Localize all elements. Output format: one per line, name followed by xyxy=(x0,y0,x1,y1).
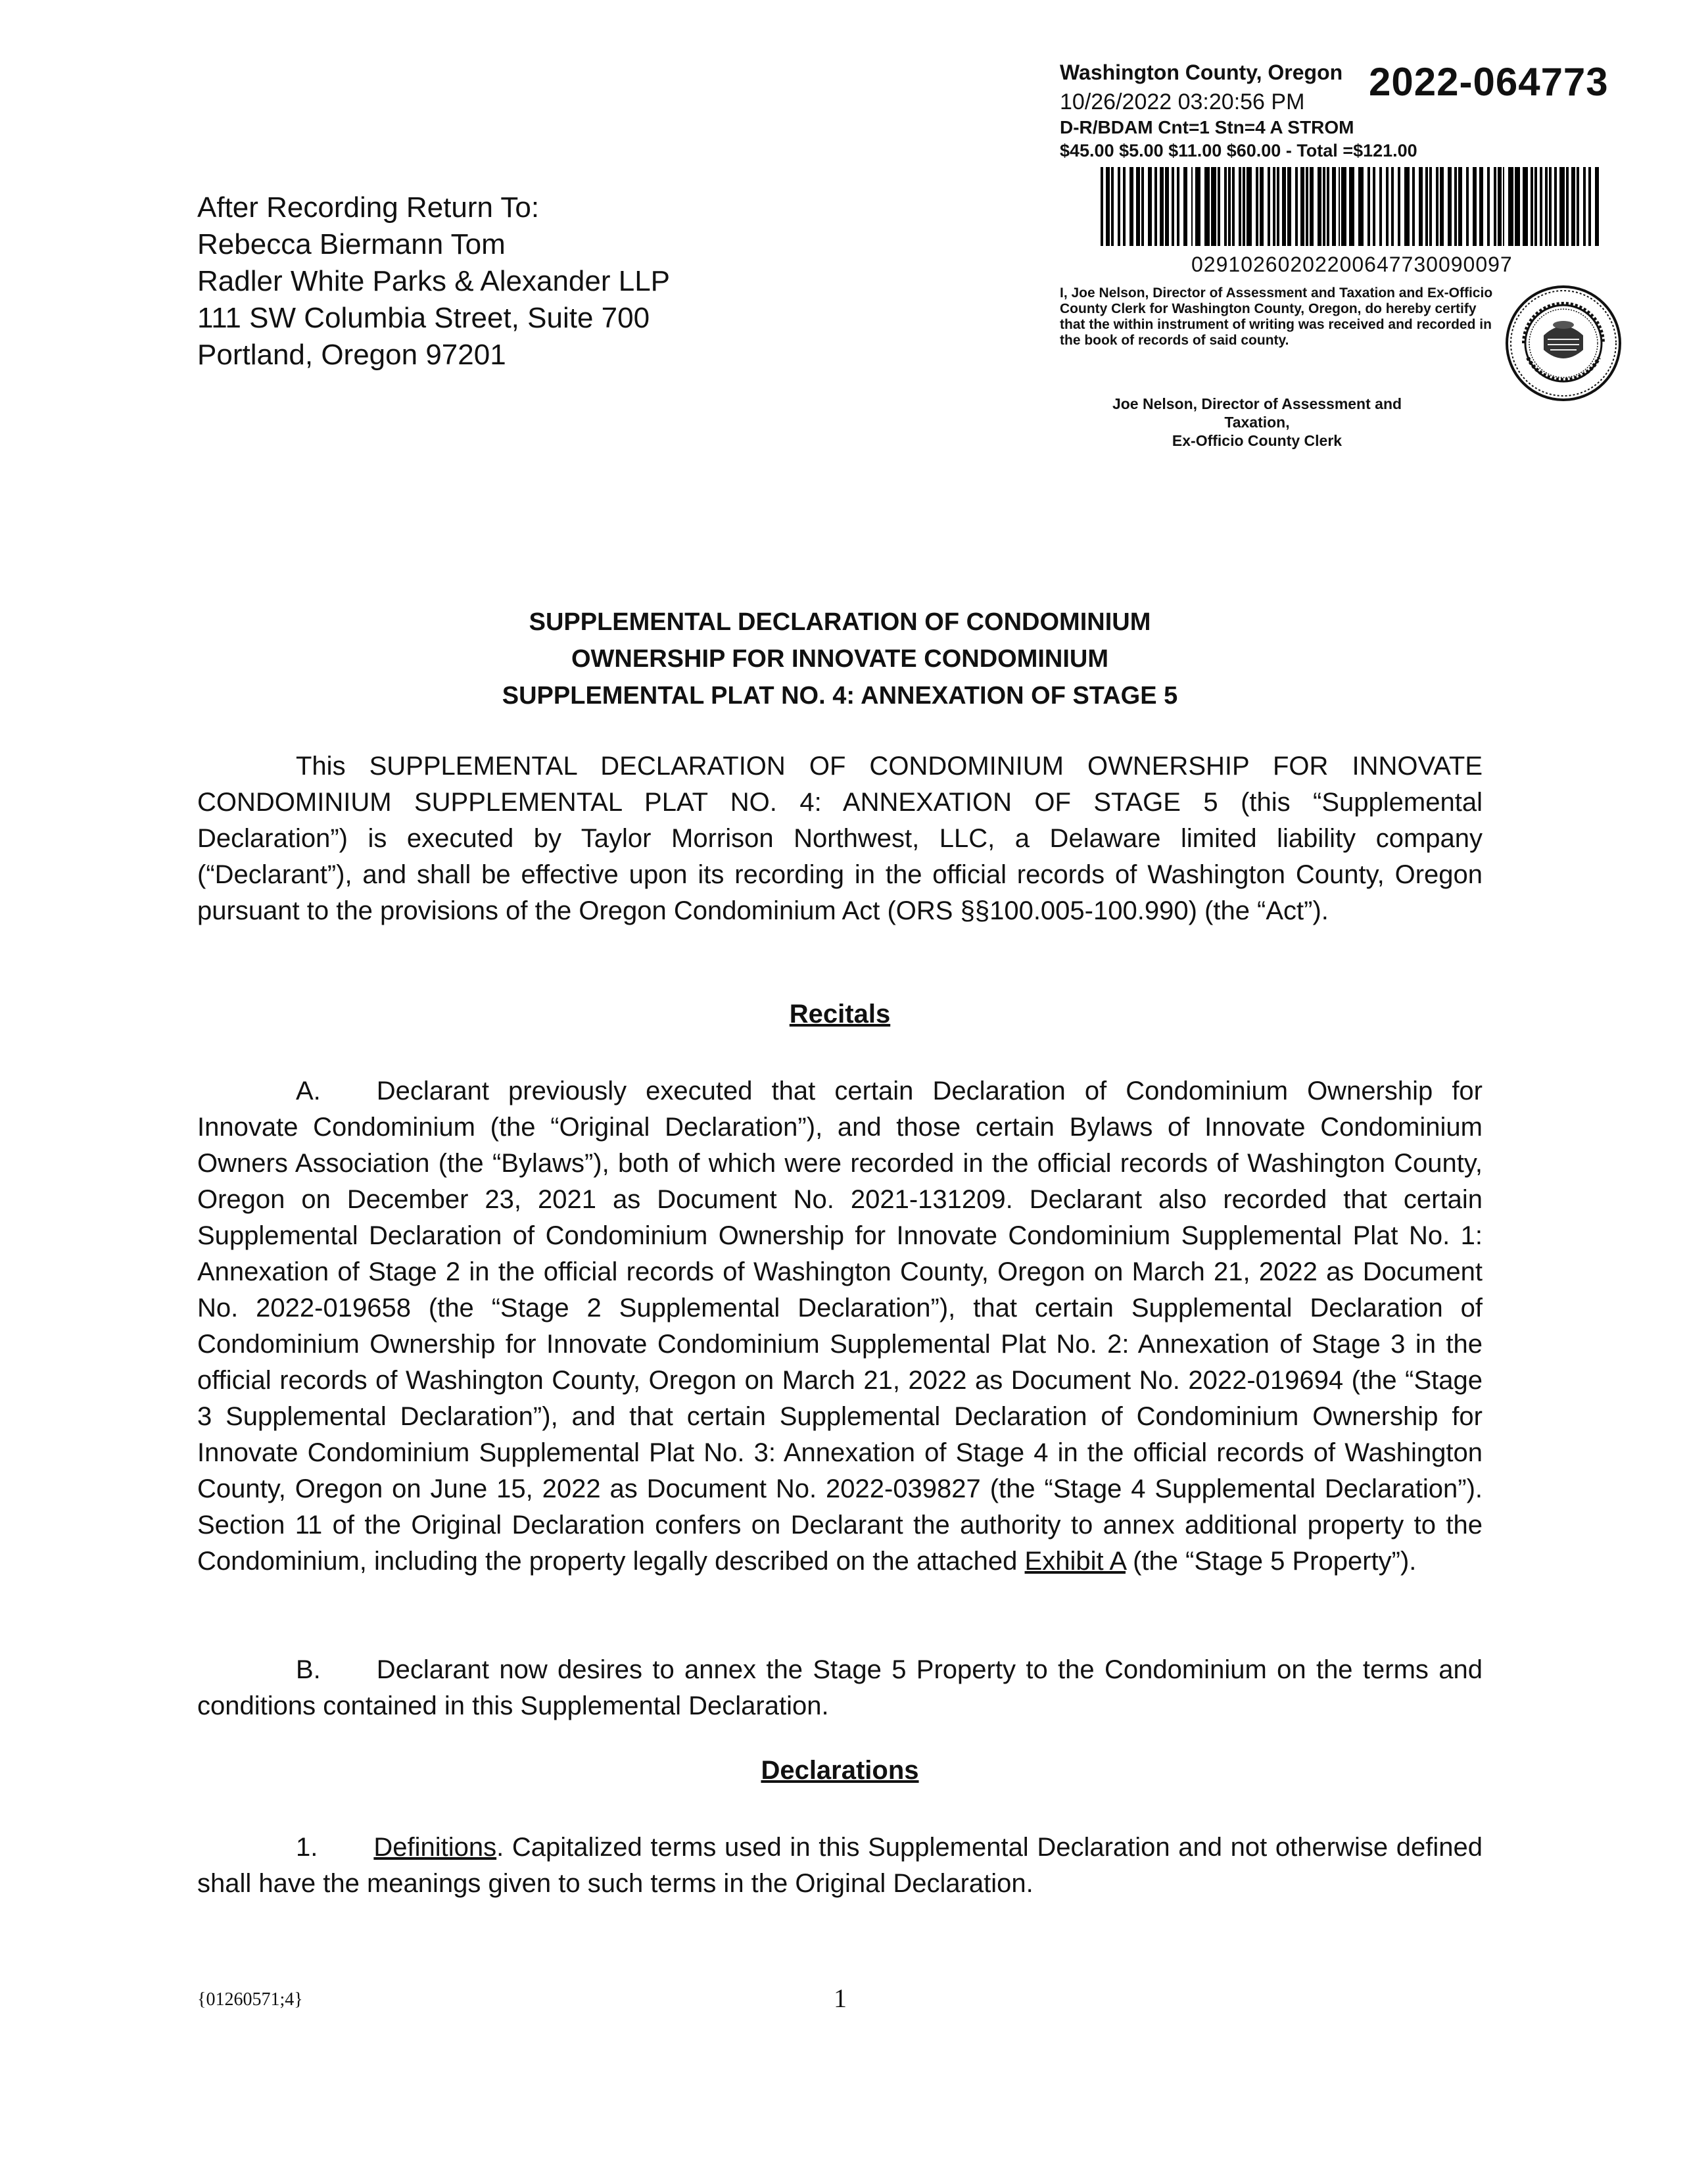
stamp-county: Washington County, Oregon xyxy=(1060,61,1343,84)
stamp-signer-line: Ex-Officio County Clerk xyxy=(1172,432,1342,449)
recital-b-text: Declarant now desires to annex the Stage 5 Property to the Condominium on the terms and conditions contained in this Supplemental Declaration. xyxy=(197,1655,1483,1720)
return-address-line: Radler White Parks & Alexander LLP xyxy=(197,265,671,297)
recitals-heading: Recitals xyxy=(789,1000,891,1029)
recital-a-tail: (the “Stage 5 Property”). xyxy=(1125,1547,1417,1576)
intro-paragraph xyxy=(197,748,1483,929)
return-address-line: Portland, Oregon 97201 xyxy=(197,339,506,371)
declaration-item-1-label: 1. xyxy=(296,1833,318,1862)
declaration-item-1 xyxy=(197,1830,1483,1902)
return-address-block xyxy=(197,189,670,374)
stamp-signer-line: Joe Nelson, Director of Assessment and Taxation, xyxy=(1112,395,1402,431)
stamp-document-number: 2022-064773 xyxy=(1369,60,1609,104)
recital-a-label: A. xyxy=(296,1077,321,1105)
county-seal-icon xyxy=(1504,284,1623,402)
recording-stamp xyxy=(1060,60,1609,449)
intro-text: This SUPPLEMENTAL DECLARATION OF CONDOMINIUM OWNERSHIP FOR INNOVATE CONDOMINIUM SUPPLEMENTAL PLAT NO. 4: ANNEXATION OF STAGE 5 (this “Supplemental Declaration”) is executed by Taylor Morrison Northwest, LLC, a Delaware limited liability company (“Declarant”), and shall be effective upon its recording in the official records of Washington County, Oregon pursuant to the provisions of the Oregon Condominium Act (ORS §§100.005-100.990) (the “Act”). xyxy=(197,752,1483,925)
title-line: SUPPLEMENTAL PLAT NO. 4: ANNEXATION OF STAGE 5 xyxy=(502,682,1178,710)
declaration-item-1-text: . Capitalized terms used in this Supplemental Declaration and not otherwise defined shall have the meanings given to such terms in the Original Declaration. xyxy=(197,1833,1483,1898)
return-address-line: Rebecca Biermann Tom xyxy=(197,228,506,260)
definitions-title: Definitions xyxy=(373,1833,497,1862)
stamp-signer xyxy=(1086,395,1428,450)
recital-a-text: Declarant previously executed that certain Declaration of Condominium Ownership for Innovate Condominium (the “Original Declaration”), and those certain Bylaws of Innovate Condominium Owners Association (the “Bylaws”), both of which were recorded in the official records of Washington County, Oregon on December 23, 2021 as Document No. 2021-131209. Declarant also recorded that certain Supplemental Declaration of Condominium Ownership for Innovate Condominium Supplemental Plat No. 1: Annexation of Stage 2 in the official records of Washington County, Oregon on March 21, 2022 as Document No. 2022-019658 (the “Stage 2 Supplemental Declaration”), that certain Supplemental Declaration of Condominium Ownership for Innovate Condominium Supplemental Plat No. 2: Annexation of Stage 3 in the official records of Washington County, Oregon on March 21, 2022 as Document No. 2022-019694 (the “Stage 3 Supplemental Declaration”), and that certain Supplemental Declaration of Condominium Ownership for Innovate Condominium Supplemental Plat No. 3: Annexation of Stage 4 in the official records of Washington County, Oregon on June 15, 2022 as Document No. 2022-039827 (the “Stage 4 Supplemental Declaration”). Section 11 of the Original Declaration confers on Declarant the authority to annex additional property to the Condominium, including the property legally described on the attached xyxy=(197,1077,1483,1576)
title-line: SUPPLEMENTAL DECLARATION OF CONDOMINIUM xyxy=(529,608,1151,636)
stamp-codes: D-R/BDAM Cnt=1 Stn=4 A STROM xyxy=(1060,117,1354,137)
title-line: OWNERSHIP FOR INNOVATE CONDOMINIUM xyxy=(571,645,1108,673)
stamp-certification: I, Joe Nelson, Director of Assessment and Taxation and Ex-Officio County Clerk for Washington County, Oregon, do hereby certify that the within instrument of writing was received and recorded in the book of records of said county. xyxy=(1060,285,1493,348)
document-code: {01260571;4} xyxy=(197,1989,303,2010)
recital-b-label: B. xyxy=(296,1655,321,1684)
recital-b xyxy=(197,1652,1483,1724)
return-address-line: After Recording Return To: xyxy=(197,191,540,224)
recital-a xyxy=(197,1073,1483,1580)
return-address-line: 111 SW Columbia Street, Suite 700 xyxy=(197,302,650,334)
declarations-heading: Declarations xyxy=(761,1756,919,1785)
document-title xyxy=(197,604,1483,714)
stamp-fees: $45.00 $5.00 $11.00 $60.00 - Total =$121.00 xyxy=(1060,141,1417,160)
stamp-datetime: 10/26/2022 03:20:56 PM xyxy=(1060,89,1305,114)
barcode-number: 02910260202200647730090097 xyxy=(1191,253,1513,276)
page-number: 1 xyxy=(834,1983,847,2013)
exhibit-a-link[interactable]: Exhibit A xyxy=(1024,1547,1126,1576)
